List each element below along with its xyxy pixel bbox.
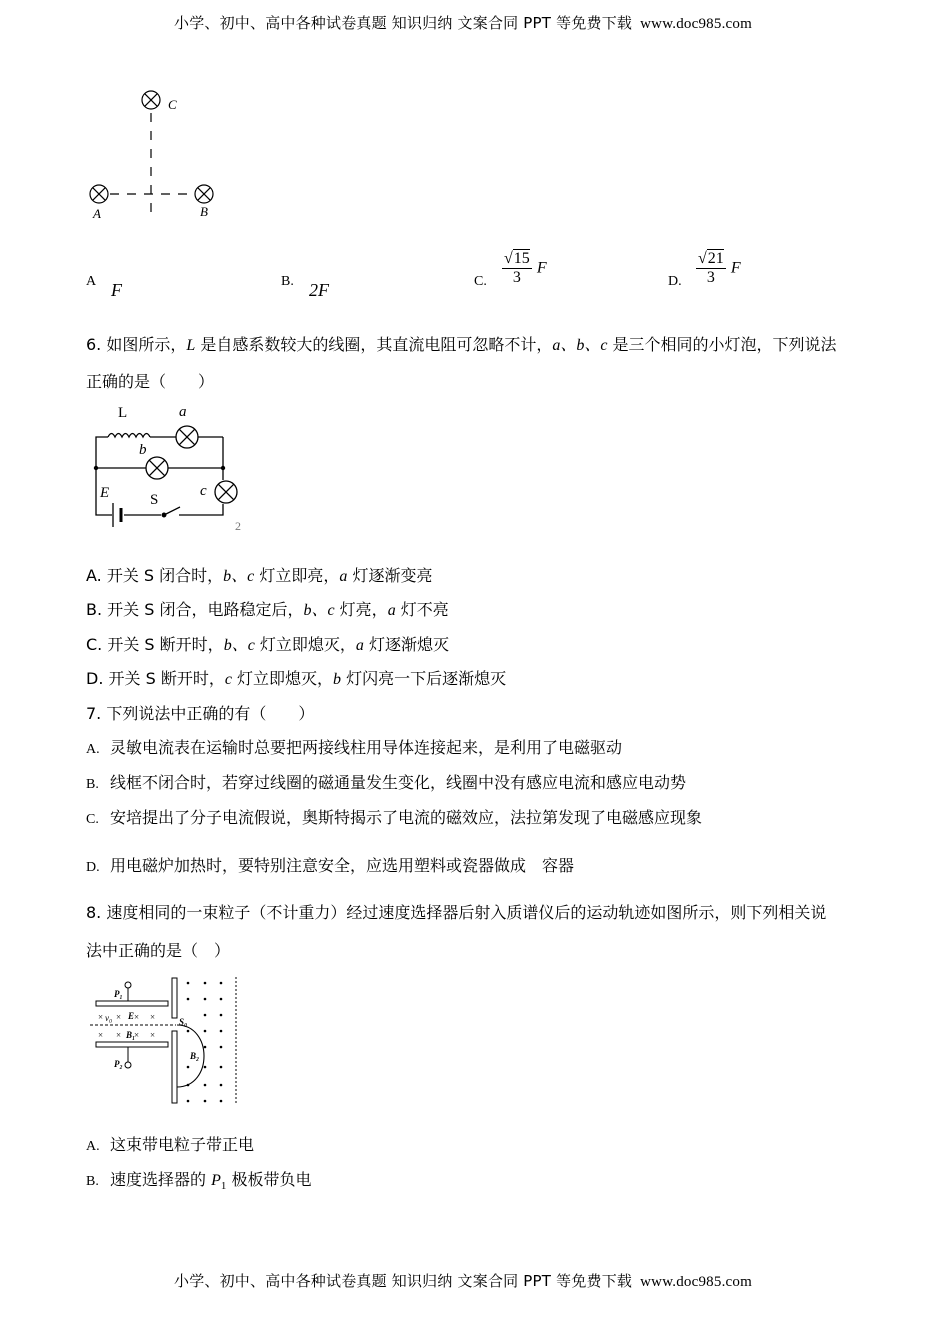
- q6-b-text-2: 灯亮，: [334, 600, 388, 619]
- q6-var-l: L: [186, 337, 196, 354]
- svg-text:×: ×: [116, 1030, 122, 1040]
- q8-b-letter: B.: [86, 1174, 99, 1189]
- q6-stem-line1: [86, 332, 837, 355]
- q7-a-text: 灵敏电流表在运输时总要把两接线柱用导体连接起来，是利用了电磁驱动: [110, 738, 623, 757]
- lamp-b-icon: [146, 457, 168, 479]
- q6-c-text-3: 灯逐渐熄灭: [363, 635, 449, 654]
- circuit-label-l: L: [118, 405, 128, 421]
- q6-vars-abc: a、b、c: [552, 337, 608, 354]
- lamp-a-icon: [176, 426, 198, 448]
- q6-option-d[interactable]: [86, 666, 506, 689]
- q5-option-b[interactable]: [281, 274, 294, 290]
- q5-wire-figure: [80, 85, 230, 230]
- q8-mass-spectrometer-figure: [88, 975, 243, 1107]
- q5-option-b-letter: B.: [281, 274, 294, 289]
- q6-d-text-3: 灯闪亮一下后逐渐熄灭: [341, 669, 507, 688]
- label-b2: B₂: [190, 1051, 200, 1061]
- q6-d-text-2: 灯立即熄灭，: [231, 669, 334, 688]
- svg-text:×: ×: [150, 1030, 156, 1040]
- wire-c-icon: [142, 91, 160, 109]
- q8-b-var: P: [211, 1172, 221, 1189]
- q6-d-var-1: c: [224, 671, 232, 688]
- slit-plate: [172, 978, 177, 1103]
- q6-text-2: 是自感系数较大的线圈，其直流电阻可忽略不计，: [195, 335, 553, 354]
- q5-c-unit: F: [536, 259, 547, 277]
- q5-d-unit: F: [730, 259, 741, 277]
- q5-c-numerator: 15: [513, 250, 530, 267]
- q6-c-var-1: b、c: [223, 637, 255, 654]
- q8-option-a[interactable]: [86, 1132, 254, 1155]
- label-s0: S₀: [179, 1017, 188, 1027]
- q5-option-c[interactable]: [474, 274, 487, 290]
- q8-stem-line2: 法中正确的是（ ）: [86, 941, 231, 960]
- q5-option-d-letter: D.: [668, 274, 682, 289]
- q6-b-text-3: 灯不亮: [395, 600, 449, 619]
- q5-option-d-fraction: $\frac{√21}{3}$ F: [698, 250, 741, 286]
- q8-b-sub: 1: [220, 1180, 227, 1193]
- q6-a-text-3: 灯逐渐变亮: [347, 566, 433, 585]
- label-p2: P₂: [114, 1059, 123, 1069]
- q6-a-text-1: A. 开关 S 闭合时，: [86, 566, 224, 585]
- q6-b-text-1: B. 开关 S 闭合，电路稳定后，: [86, 600, 304, 619]
- label-b1: B₁: [126, 1030, 136, 1040]
- q5-d-denominator: 3: [706, 269, 715, 286]
- circuit-label-b: b: [139, 442, 147, 458]
- svg-text:×: ×: [150, 1012, 156, 1022]
- inductor-coil-icon: [108, 434, 150, 438]
- q7-c-letter: C.: [86, 812, 99, 827]
- q7-d-text: 用电磁炉加热时，要特别注意安全，应选用塑料或瓷器做成 容器: [110, 856, 575, 875]
- svg-text:×: ×: [134, 1012, 140, 1022]
- q6-stem-line2: 正确的是（ ）: [86, 372, 215, 391]
- q6-circuit-diagram: [86, 400, 246, 535]
- label-v0: v₀: [105, 1013, 113, 1023]
- q6-c-text-1: C. 开关 S 断开时，: [86, 635, 224, 654]
- label-p1: P₁: [114, 989, 123, 999]
- circuit-label-s: S: [150, 492, 159, 508]
- wire-b-icon: [195, 185, 213, 203]
- q5-option-c-letter: C.: [474, 274, 487, 289]
- q6-a-var-2: a: [339, 568, 348, 585]
- q8-a-text: 这束带电粒子带正电: [110, 1135, 255, 1154]
- q7-option-d[interactable]: [86, 853, 574, 876]
- q6-text-3: 是三个相同的小灯泡，下列说法: [607, 335, 837, 354]
- footer-text: 小学、初中、高中各种试卷真题 知识归纳 文案合同 PPT 等免费下载: [174, 1272, 633, 1290]
- svg-text:×: ×: [116, 1012, 122, 1022]
- q8-stem-line1: 8. 速度相同的一束粒子（不计重力）经过速度选择器后射入质谱仪后的运动轨迹如图所示，则下列相关说: [86, 903, 827, 922]
- q6-c-var-2: a: [355, 637, 364, 654]
- q6-b-var-2: a: [387, 602, 396, 619]
- q6-d-var-2: b: [333, 671, 342, 688]
- q5-c-denominator: 3: [512, 269, 521, 286]
- q7-a-letter: A.: [86, 742, 100, 757]
- q6-option-c[interactable]: [86, 632, 449, 655]
- q5-option-c-fraction: $\frac{√15}{3}$ F: [504, 250, 547, 286]
- battery-icon: [113, 503, 121, 527]
- svg-text:×: ×: [134, 1030, 140, 1040]
- q7-b-letter: B.: [86, 777, 99, 792]
- q6-option-a[interactable]: [86, 563, 432, 586]
- q6-option-b[interactable]: [86, 597, 449, 620]
- q6-a-var-1: b、c: [223, 568, 255, 585]
- q8-b-text: 速度选择器的: [110, 1170, 212, 1189]
- q7-stem: 7. 下列说法中正确的有（ ）: [86, 704, 315, 723]
- header-url: www.doc985.com: [640, 16, 752, 32]
- q5-option-b-value: 2F: [309, 280, 329, 300]
- page-footer: [174, 1270, 752, 1291]
- plate-p2: [96, 1042, 168, 1047]
- q6-c-text-2: 灯立即熄灭，: [254, 635, 356, 654]
- q5-option-a[interactable]: [86, 274, 96, 290]
- label-b: B: [200, 204, 208, 219]
- q5-option-a-value: F: [111, 280, 122, 300]
- circuit-label-e: E: [100, 485, 110, 501]
- q5-option-d[interactable]: [668, 274, 682, 290]
- q6-text-1: 6. 如图所示，: [86, 335, 187, 354]
- q7-option-b[interactable]: [86, 770, 686, 793]
- q6-a-text-2: 灯立即亮，: [254, 566, 340, 585]
- circuit-label-a: a: [179, 404, 187, 420]
- q8-b-tail: 极板带负电: [226, 1170, 312, 1189]
- footer-url: www.doc985.com: [640, 1274, 752, 1290]
- label-a: A: [93, 206, 101, 221]
- q7-c-text: 安培提出了分子电流假说，奥斯特揭示了电流的磁效应，法拉第发现了电磁感应现象: [110, 808, 703, 827]
- switch-icon: [162, 507, 180, 517]
- page-header: [174, 12, 752, 33]
- q7-option-c[interactable]: [86, 805, 702, 828]
- q8-a-letter: A.: [86, 1139, 100, 1154]
- q6-d-text-1: D. 开关 S 断开时，: [86, 669, 225, 688]
- q5-option-a-letter: A: [86, 274, 97, 289]
- q7-d-letter: D.: [86, 860, 100, 875]
- plate-p1: [96, 1001, 168, 1006]
- header-text: 小学、初中、高中各种试卷真题 知识归纳 文案合同 PPT 等免费下载: [174, 14, 633, 32]
- circuit-label-c: c: [200, 483, 207, 499]
- q8-option-b[interactable]: [86, 1167, 311, 1192]
- q5-d-numerator: 21: [707, 250, 724, 267]
- label-e: E: [128, 1011, 135, 1021]
- circuit-label-2: 2: [235, 519, 241, 533]
- svg-text:×: ×: [98, 1012, 104, 1022]
- svg-text:×: ×: [98, 1030, 104, 1040]
- lamp-c-icon: [215, 481, 237, 503]
- wire-a-icon: [90, 185, 108, 203]
- q6-b-var-1: b、c: [303, 602, 335, 619]
- label-c: C: [168, 97, 177, 112]
- q7-option-a[interactable]: [86, 735, 622, 758]
- q7-b-text: 线框不闭合时，若穿过线圈的磁通量发生变化，线圈中没有感应电流和感应电动势: [110, 773, 687, 792]
